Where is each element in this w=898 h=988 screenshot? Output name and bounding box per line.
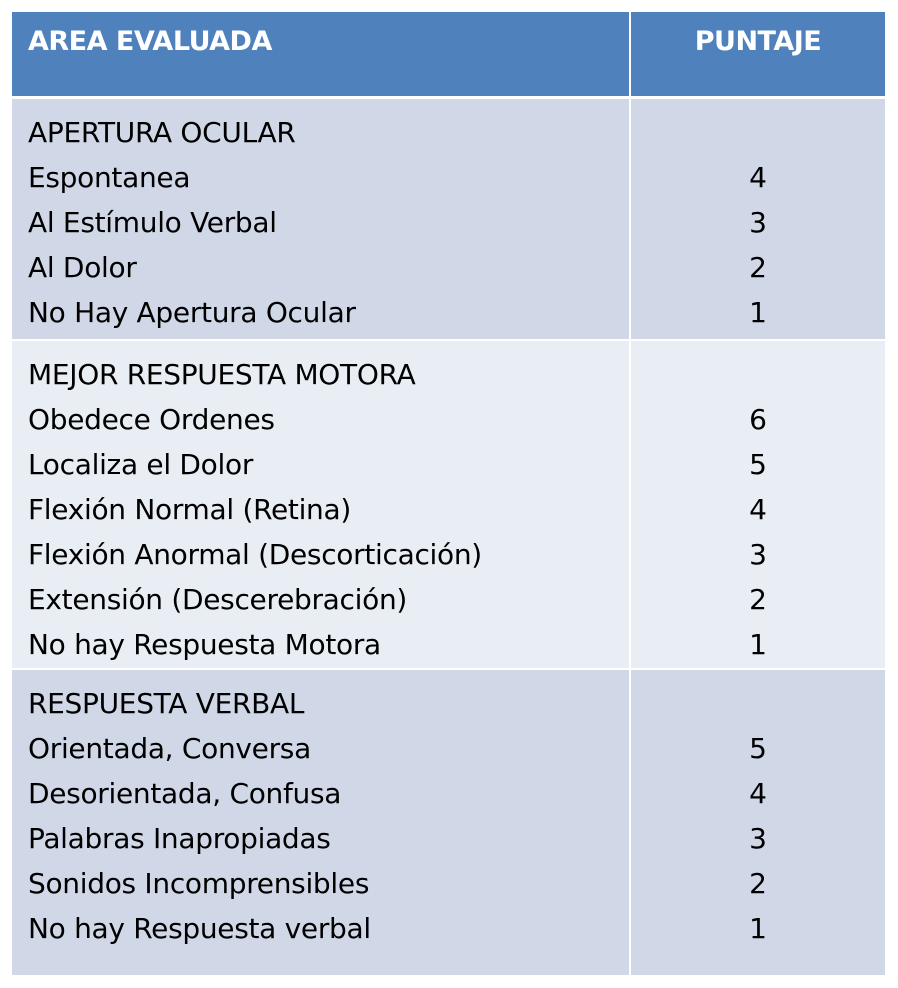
item-label: Extensión (Descerebración) <box>28 583 408 616</box>
item-score: 5 <box>749 448 767 481</box>
section-score-cell <box>631 99 885 339</box>
section-area-cell <box>12 341 629 668</box>
item-label: Localiza el Dolor <box>28 448 254 481</box>
item-score: 4 <box>749 161 767 194</box>
section-apertura-ocular <box>12 99 885 339</box>
section-area-cell <box>12 99 629 339</box>
item-label: Flexión Normal (Retina) <box>28 493 351 526</box>
item-label: Flexión Anormal (Descorticación) <box>28 538 482 571</box>
header-cell-area <box>12 12 629 96</box>
item-label: Sonidos Incomprensibles <box>28 867 370 900</box>
item-label: Al Estímulo Verbal <box>28 206 277 239</box>
area-column-heading: AREA EVALUADA <box>28 26 272 57</box>
table-header <box>12 12 885 96</box>
item-score: 3 <box>749 206 767 239</box>
item-score: 4 <box>749 493 767 526</box>
item-score: 1 <box>749 296 767 329</box>
item-label: Al Dolor <box>28 251 137 284</box>
item-score: 3 <box>749 538 767 571</box>
section-area-cell <box>12 670 629 975</box>
item-score: 3 <box>749 822 767 855</box>
item-label: Espontanea <box>28 161 191 194</box>
section-respuesta-verbal <box>12 670 885 975</box>
section-score-cell <box>631 341 885 668</box>
glasgow-table <box>12 12 885 975</box>
item-score: 1 <box>749 912 767 945</box>
item-label: Palabras Inapropiadas <box>28 822 331 855</box>
item-label: No Hay Apertura Ocular <box>28 296 356 329</box>
item-score: 2 <box>749 867 767 900</box>
item-label: Obedece Ordenes <box>28 403 275 436</box>
section-score-cell <box>631 670 885 975</box>
item-score: 6 <box>749 403 767 436</box>
item-label: No hay Respuesta verbal <box>28 912 371 945</box>
score-spacer <box>631 110 885 155</box>
section-title: APERTURA OCULAR <box>28 116 296 149</box>
section-respuesta-motora <box>12 341 885 668</box>
item-label: Orientada, Conversa <box>28 732 311 765</box>
section-title: RESPUESTA VERBAL <box>28 687 305 720</box>
score-spacer <box>631 352 885 397</box>
item-label: No hay Respuesta Motora <box>28 628 381 661</box>
item-score: 1 <box>749 628 767 661</box>
item-score: 4 <box>749 777 767 810</box>
header-cell-score <box>631 12 885 96</box>
item-score: 5 <box>749 732 767 765</box>
item-score: 2 <box>749 251 767 284</box>
score-column-heading: PUNTAJE <box>694 26 822 57</box>
item-label: Desorientada, Confusa <box>28 777 342 810</box>
item-score: 2 <box>749 583 767 616</box>
score-spacer <box>631 681 885 726</box>
section-title: MEJOR RESPUESTA MOTORA <box>28 358 416 391</box>
